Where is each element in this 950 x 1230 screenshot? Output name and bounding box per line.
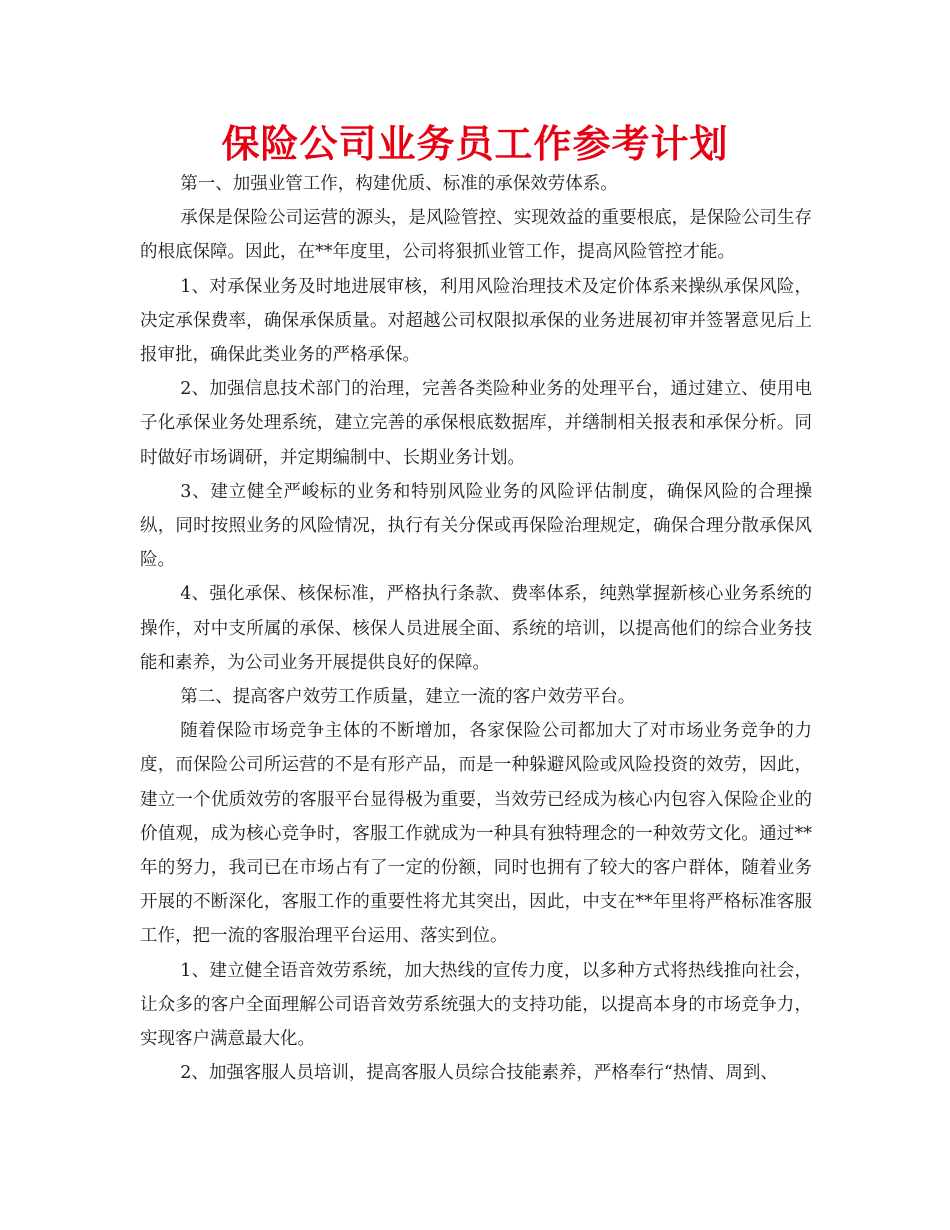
list-item-paragraph: 2、加强客服人员培训，提高客服人员综合技能素养，严格奉行“热情、周到、: [180, 1063, 778, 1084]
section-heading-2: 第二、提高客户效劳工作质量，建立一流的客户效劳平台。: [180, 687, 636, 708]
list-item-paragraph: 1、建立健全语音效劳系统，加大热线的宣传力度，以多种方式将热线推向社会，让众多的客户全面理解公司语音效劳系统强大的支持功能，以提高本身的市场竞争力，实现客户满意最大化。: [140, 960, 812, 1050]
body-paragraph: 随着保险市场竞争主体的不断增加，各家保险公司都加大了对市场业务竞争的力度，而保险公司所运营的不是有形产品，而是一种躲避风险或风险投资的效劳，因此，建立一个优质效劳的客服平台显得极为重要，当效劳已经成为核心内包容入保险企业的价值观，成为核心竞争时，客服工作就成为一种具有独特理念的一种效劳文化。通过**年的努力，我司已在市场占有了一定的份额，同时也拥有了较大的客户群体，随着业务开展的不断深化，客服工作的重要性将尤其突出，因此，中支在**年里将严格标准客服工作，把一流的客服治理平台运用、落实到位。: [140, 721, 812, 947]
list-item-paragraph: 1、对承保业务及时地进展审核，利用风险治理技术及定价体系来操纵承保风险，决定承保费率，确保承保质量。对超越公司权限拟承保的业务进展初审并签署意见后上报审批，确保此类业务的严格承保。: [140, 276, 812, 366]
section-heading-1: 第一、加强业管工作，构建优质、标准的承保效劳体系。: [180, 174, 618, 194]
body-paragraph: 承保是保险公司运营的源头，是风险管控、实现效益的重要根底，是保险公司生存的根底保障。因此，在**年度里，公司将狠抓业管工作，提高风险管控才能。: [140, 208, 812, 263]
list-item-paragraph: 2、加强信息技术部门的治理，完善各类险种业务的处理平台，通过建立、使用电子化承保业务处理系统，建立完善的承保根底数据库，并缮制相关报表和承保分析。同时做好市场调研，并定期编制中、长期业务计划。: [140, 379, 812, 468]
document-title: 保险公司业务员工作参考计划: [221, 122, 729, 166]
list-item-paragraph: 3、建立健全严峻标的业务和特别风险业务的风险评估制度，确保风险的合理操纵，同时按照业务的风险情况，执行有关分保或再保险治理规定，确保合理分散承保风险。: [140, 481, 812, 571]
list-item-paragraph: 4、强化承保、核保标准，严格执行条款、费率体系，纯熟掌握新核心业务系统的操作，对中支所属的承保、核保人员进展全面、系统的培训，以提高他们的综合业务技能和素养，为公司业务开展提供良好的保障。: [140, 584, 812, 673]
document-body: [140, 167, 812, 1090]
